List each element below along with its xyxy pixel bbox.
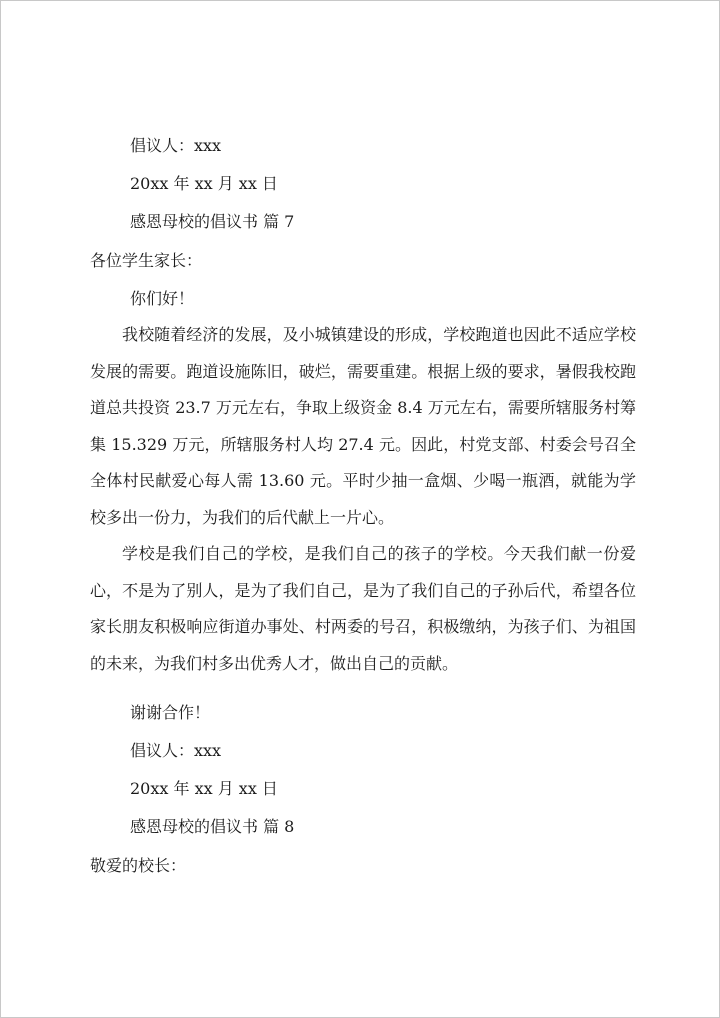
initiator-line: 倡议人：xxx bbox=[130, 136, 222, 155]
body-paragraph: 我校随着经济的发展，及小城镇建设的形成，学校跑道也因此不适应学校发展的需要。跑道设施陈旧，破烂，需要重建。根据上级的要求，暑假我校跑道总共投资 23.7 万元左右，争取上级资金 8.4 万元左右，需要所辖服务村筹集 15.329 万元，所辖服务村人均 27.4 元。因此，村党支部、村委会号召全全体村民献爱心每人需 13.60 元。平时少抽一盒烟、少喝一瓶酒，就能为学校多出一份力，为我们的后代献上一片心。 bbox=[90, 325, 636, 527]
section-title: 感恩母校的倡议书 篇 7 bbox=[130, 212, 295, 231]
date-line: 20xx 年 xx 月 xx 日 bbox=[130, 174, 278, 193]
section-title: 感恩母校的倡议书 篇 8 bbox=[130, 817, 295, 836]
salutation: 敬爱的校长： bbox=[90, 856, 187, 875]
thanks-line: 谢谢合作！ bbox=[130, 703, 211, 722]
date-line: 20xx 年 xx 月 xx 日 bbox=[130, 779, 278, 798]
greeting: 你们好！ bbox=[130, 289, 195, 308]
initiator-line: 倡议人：xxx bbox=[130, 741, 222, 760]
body-paragraph: 学校是我们自己的学校，是我们自己的孩子的学校。今天我们献一份爱心，不是为了别人，是为了我们自己，是为了我们自己的子孙后代，希望各位家长朋友积极响应街道办事处、村两委的号召，积极缴纳，为孩子们、为祖国的未来，为我们村多出优秀人才，做出自己的贡献。 bbox=[90, 544, 636, 673]
salutation: 各位学生家长： bbox=[90, 251, 203, 270]
